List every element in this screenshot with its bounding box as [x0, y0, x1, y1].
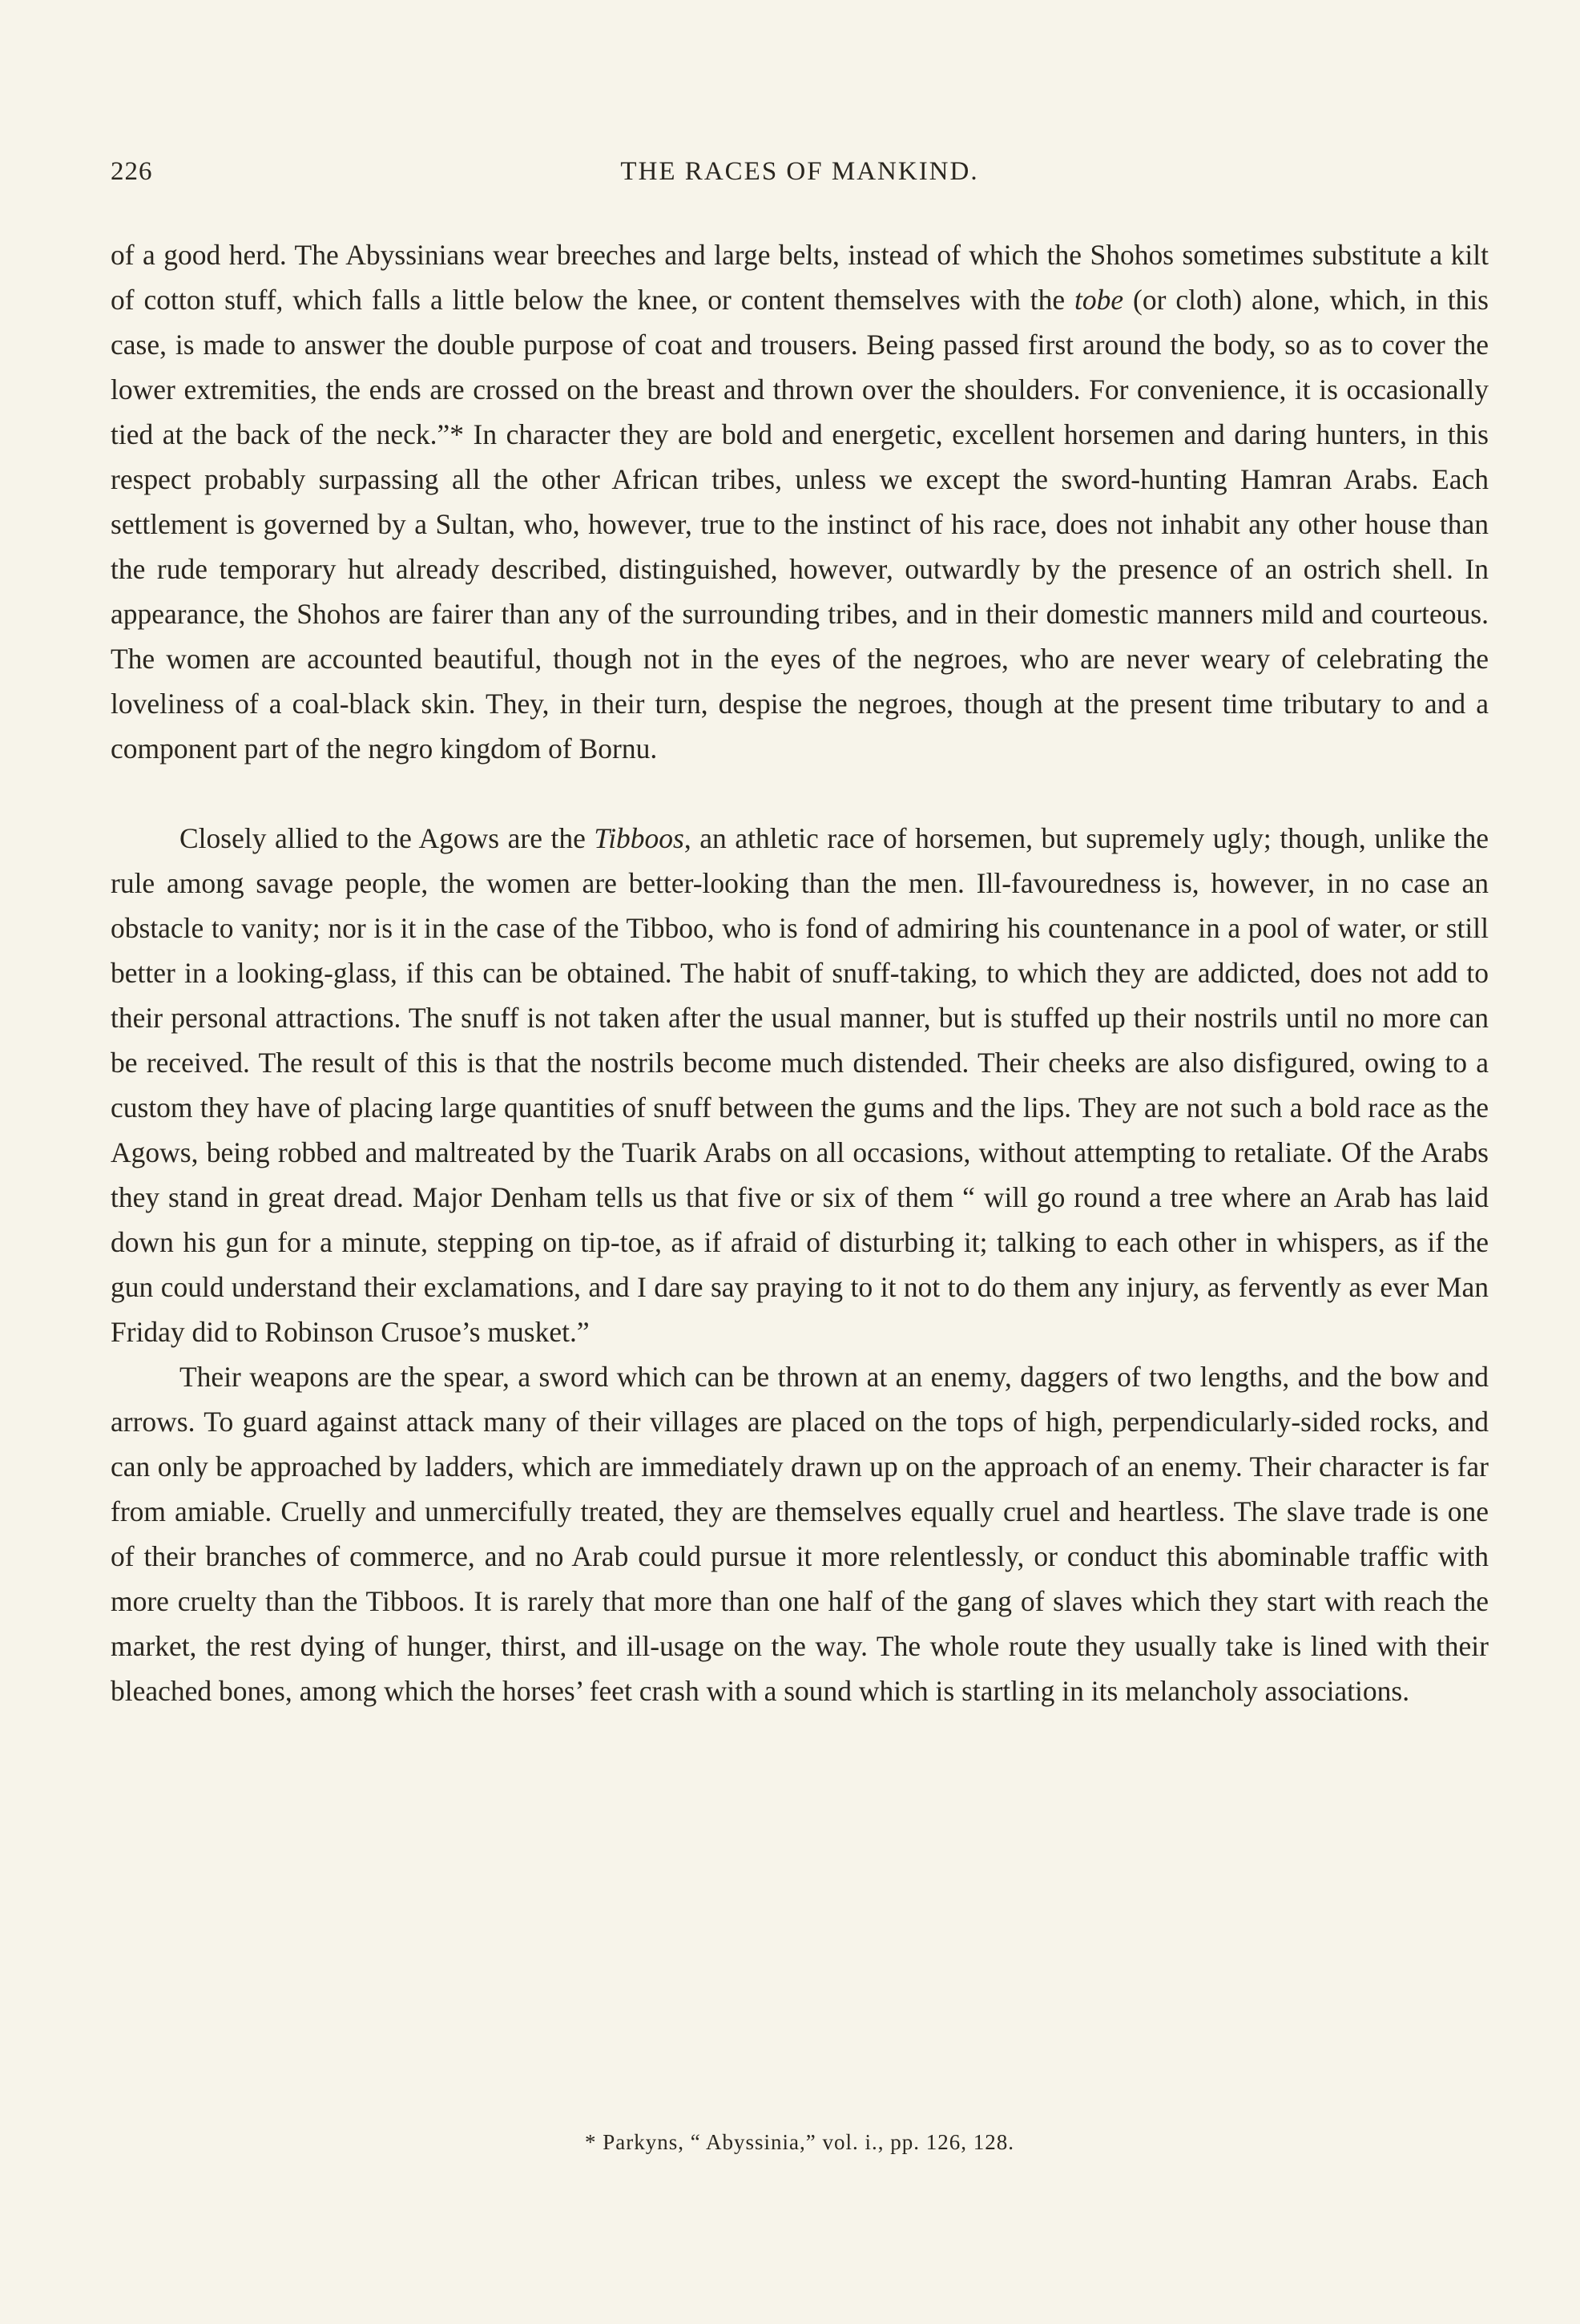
- text-run: of a good herd. The Abyssinians wear breeches and large belts, instead of which the Shohos sometimes substitute a kilt of cotton stuff, which falls a little below the knee, or content themselves with the: [111, 239, 1489, 316]
- italic-term-tobe: tobe: [1074, 284, 1124, 316]
- text-run: (or cloth) alone, which, in this case, is made to answer the double purpose of coat and trousers. Being passed first around the body, so as to cover the lower extremities, the ends are crossed on the breast and thrown over the shoulders. For convenience, it is occasionally tied at the back of the neck.”* In character they are bold and energetic, excellent horsemen and daring hunters, in this respect probably surpassing all the other African tribes, unless we except the sword-hunting Hamran Arabs. Each settlement is governed by a Sultan, who, however, true to the instinct of his race, does not inhabit any other house than the rude temporary hut already described, distinguished, however, outwardly by the presence of an ostrich shell. In appearance, the Shohos are fairer than any of the surrounding tribes, and in their domestic manners mild and courteous. The women are accounted beautiful, though not in the eyes of the negroes, who are never weary of celebrating the loveliness of a coal-black skin. They, in their turn, despise the negroes, though at the present time tributary to and a component part of the negro kingdom of Bornu.: [111, 284, 1489, 765]
- paragraph-weapons: [111, 1354, 1489, 1713]
- text-run: , an athletic race of horsemen, but supremely ugly; though, unlike the rule among savage people, the women are better-looking than the men. Ill-favouredness is, however, in no case an obstacle to vanity; nor is it in the case of the Tibboo, who is fond of admiring his countenance in a pool of water, or still better in a looking-glass, if this can be obtained. The habit of snuff-taking, to which they are addicted, does not add to their personal attractions. The snuff is not taken after the usual manner, but is stuffed up their nostrils until no more can be received. The result of this is that the nostrils become much distended. Their cheeks are also disfigured, owing to a custom they have of placing large quantities of snuff between the gums and the lips. They are not such a bold race as the Agows, being robbed and maltreated by the Tuarik Arabs on all occasions, without attempting to retaliate. Of the Arabs they stand in great dread. Major Denham tells us that five or six of them “ will go round a tree where an Arab has laid down his gun for a minute, stepping on tip-toe, as if afraid of disturbing it; talking to each other in whispers, as if the gun could understand their exclamations, and I dare say praying to it not to do them any injury, as fervently as ever Man Friday did to Robinson Crusoe’s musket.”: [111, 822, 1489, 1348]
- footnote: * Parkyns, “ Abyssinia,” vol. i., pp. 126, 128.: [585, 2130, 1014, 2154]
- running-head: [111, 157, 1489, 192]
- text-run: Their weapons are the spear, a sword which can be thrown at an enemy, daggers of two lengths, and the bow and arrows. To guard against attack many of their villages are placed on the tops of high, perpendicularly-sided rocks, and can only be approached by ladders, which are immediately drawn up on the approach of an enemy. Their character is far from amiable. Cruelly and unmercifully treated, they are themselves equally cruel and heartless. The slave trade is one of their branches of commerce, and no Arab could pursue it more relentlessly, or conduct this abominable traffic with more cruelty than the Tibboos. It is rarely that more than one half of the gang of slaves which they start with reach the market, the rest dying of hunger, thirst, and ill-usage on the way. The whole route they usually take is lined with their bleached bones, among which the horses’ feet crash with a sound which is startling in its melancholy associations.: [111, 1361, 1489, 1707]
- italic-term-tibboos: Tibboos: [594, 822, 684, 854]
- running-title: THE RACES OF MANKIND.: [620, 157, 979, 186]
- paragraph-shohos: [111, 232, 1489, 771]
- body-text: [111, 232, 1489, 1713]
- page-number: 226: [111, 157, 153, 186]
- text-run: Closely allied to the Agows are the: [179, 822, 595, 854]
- paragraph-tibboos: [111, 816, 1489, 1354]
